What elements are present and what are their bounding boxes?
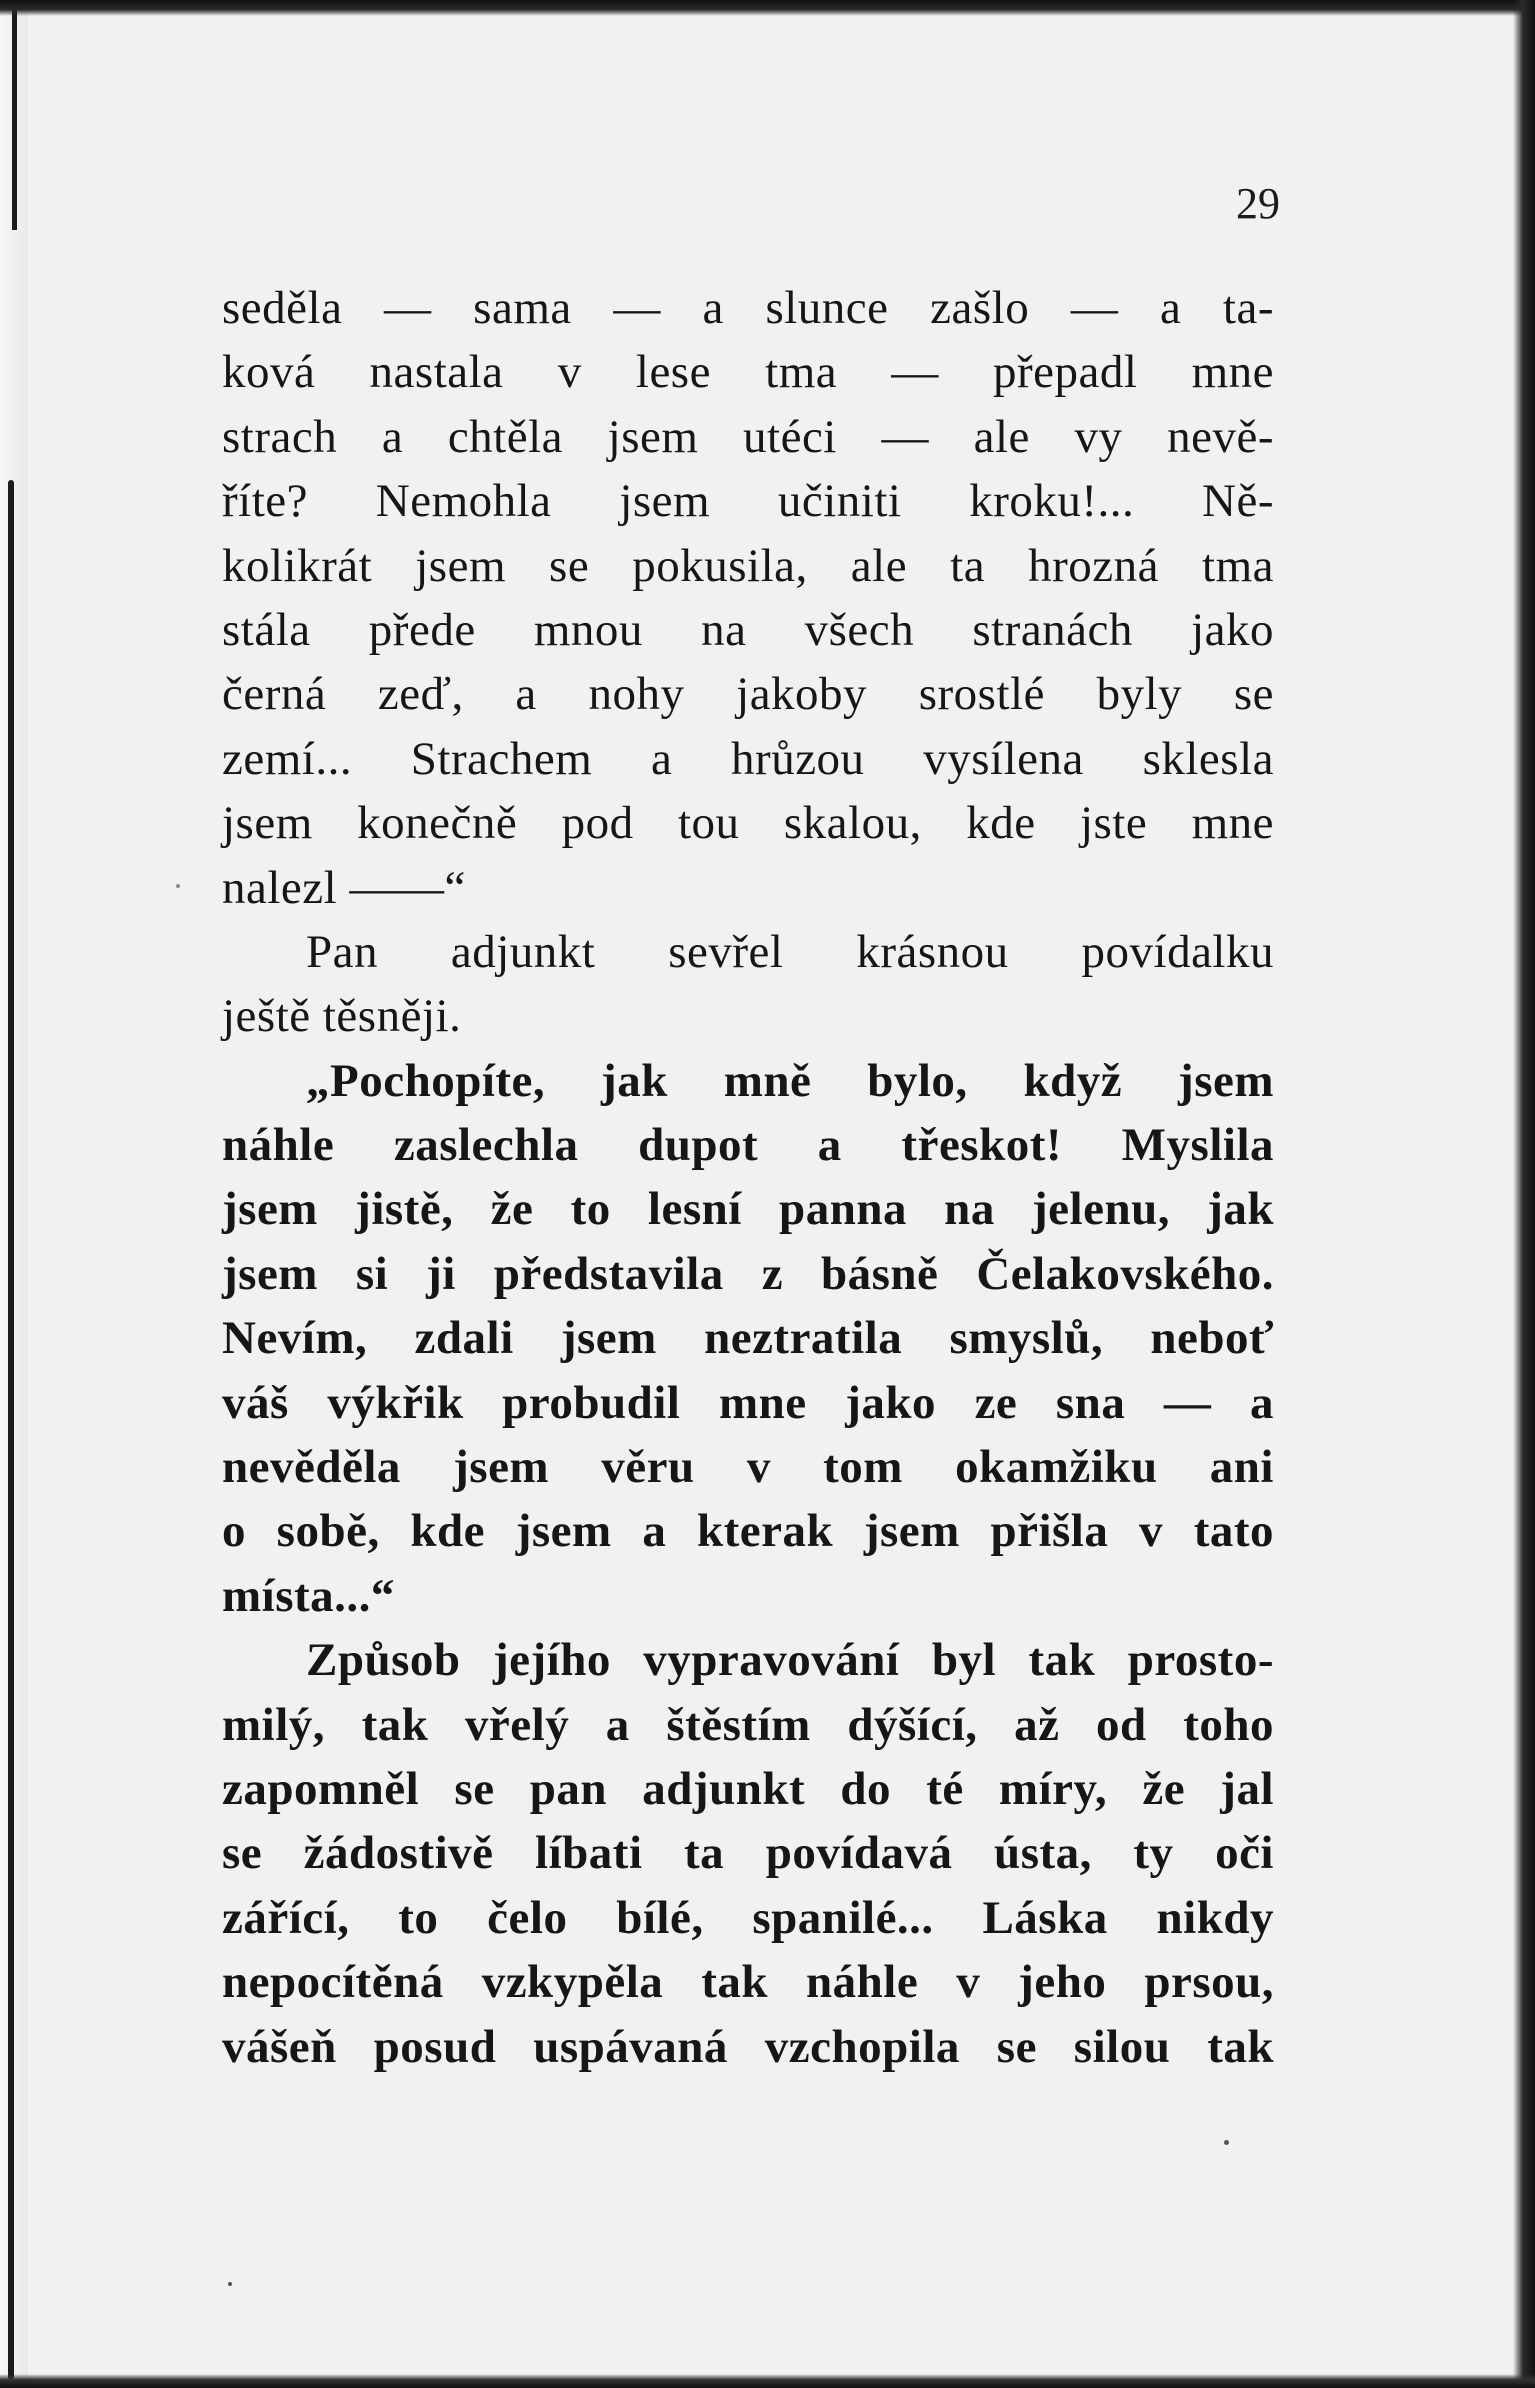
- scan-border-top: [0, 0, 1535, 16]
- text-line: strach a chtěla jsem utéci — ale vy nevě-: [222, 410, 1274, 463]
- text-line: jsem si ji představila z básně Čelakovského.: [222, 1247, 1274, 1300]
- text-line: seděla — sama — a slunce zašlo — a ta-: [222, 282, 1274, 334]
- text-line: náhle zaslechla dupot a třeskot! Myslila: [222, 1119, 1274, 1172]
- text-line: nalezl ——“: [222, 861, 466, 914]
- text-line: se žádostivě líbati ta povídavá ústa, ty oči: [222, 1827, 1274, 1880]
- text-line: místa...“: [222, 1569, 395, 1622]
- scan-speck: [228, 2282, 232, 2286]
- scan-speck: [176, 884, 180, 888]
- text-line: zapomněl se pan adjunkt do té míry, že jal: [222, 1762, 1274, 1815]
- scan-border-bottom: [0, 2374, 1535, 2388]
- scan-speck: [1224, 2140, 1229, 2145]
- text-line: Pan adjunkt sevřel krásnou povídalku: [306, 925, 1274, 978]
- text-line: Nevím, zdali jsem neztratila smyslů, neboť: [222, 1312, 1274, 1365]
- text-line: jsem konečně pod tou skalou, kde jste mne: [222, 797, 1274, 850]
- scan-border-right: [1513, 0, 1535, 2388]
- text-line: stála přede mnou na všech stranách jako: [222, 603, 1274, 656]
- text-line: černá zeď, a nohy jakoby srostlé byly se: [222, 668, 1274, 721]
- text-line: milý, tak vřelý a štěstím dýšící, až od toho: [222, 1698, 1274, 1751]
- text-line: vášeň posud uspávaná vzchopila se silou tak: [222, 2020, 1274, 2073]
- text-line: „Pochopíte, jak mně bylo, když jsem: [306, 1054, 1274, 1107]
- binding-edge-top: [12, 0, 17, 230]
- text-line: ještě těsněji.: [222, 990, 462, 1043]
- text-line: kolikrát jsem se pokusila, ale ta hrozná tma: [222, 539, 1274, 592]
- text-line: nepocítěná vzkypěla tak náhle v jeho prsou,: [222, 1956, 1274, 2009]
- body-text: [222, 276, 1274, 2079]
- text-line: Způsob jejího vypravování byl tak prosto-: [306, 1634, 1274, 1687]
- text-line: nevěděla jsem věru v tom okamžiku ani: [222, 1441, 1274, 1494]
- page-number: 29: [1236, 179, 1280, 228]
- binding-edge: [8, 480, 14, 2380]
- text-line: zářící, to čelo bílé, spanilé... Láska nikdy: [222, 1891, 1274, 1944]
- page-left-margin: [0, 0, 28, 2388]
- text-line: zemí... Strachem a hrůzou vysílena sklesla: [222, 732, 1274, 785]
- text-line: váš výkřik probudil mne jako ze sna — a: [222, 1376, 1274, 1429]
- text-line: o sobě, kde jsem a kterak jsem přišla v tato: [222, 1505, 1274, 1558]
- text-line: říte? Nemohla jsem učiniti kroku!... Ně-: [222, 475, 1274, 528]
- text-line: ková nastala v lese tma — přepadl mne: [222, 346, 1274, 399]
- text-line: jsem jistě, že to lesní panna na jelenu, jak: [222, 1183, 1274, 1236]
